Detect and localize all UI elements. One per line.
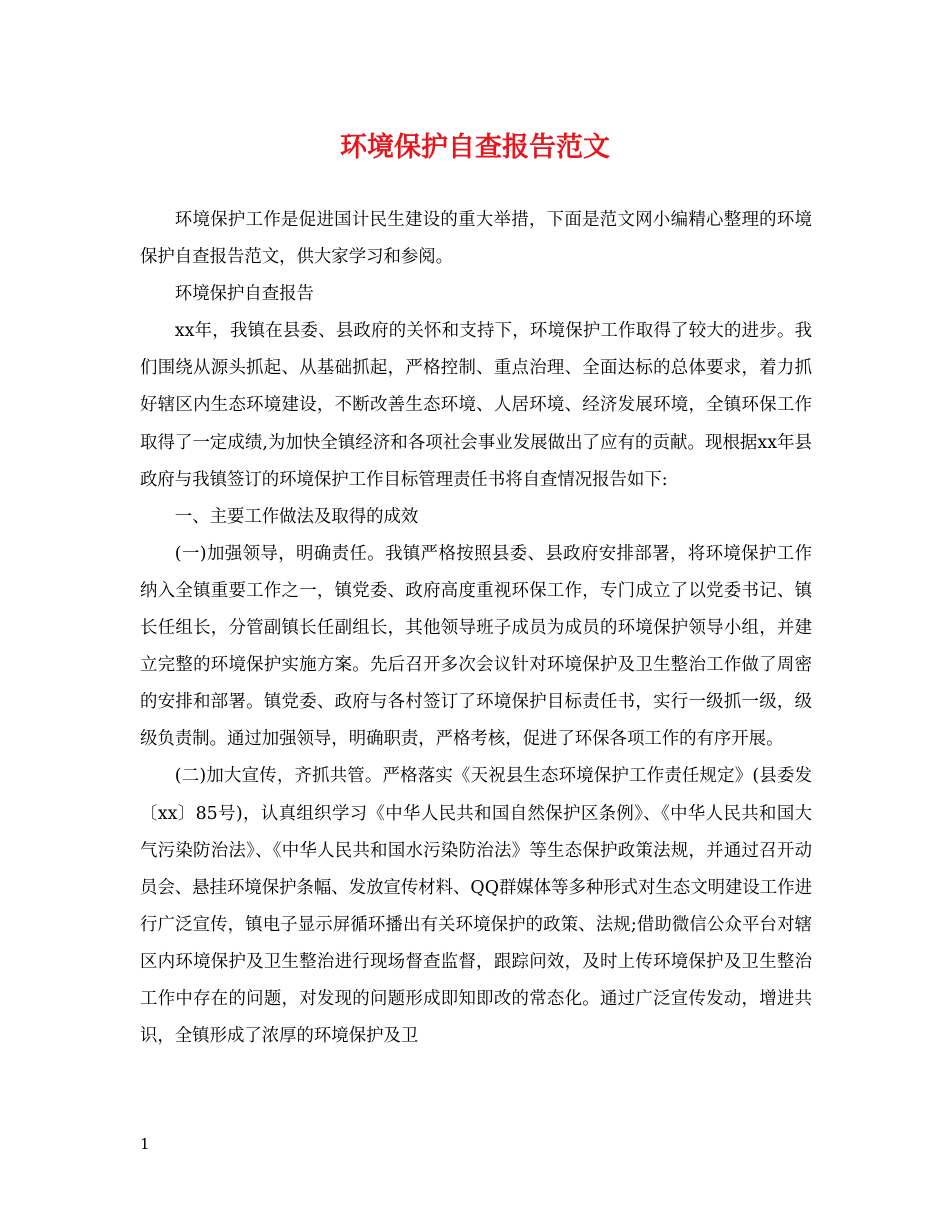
report-heading: 环境保护自查报告 <box>174 284 314 305</box>
overview-paragraph: xx年，我镇在县委、县政府的关怀和支持下，环境保护工作取得了较大的进步。我们围绕从源头抓起、从基础抓起，严格控制、重点治理、全面达标的总体要求，着力抓好辖区内生态环境建设，不断改善生态环境、人居环境、经济发展环境，全镇环保工作取得了一定成绩,为加快全镇经济和各项社会事业发展做出了应有的贡献。现根据xx年县政府与我镇签订的环境保护工作目标管理责任书将自查情况报告如下: <box>140 321 812 490</box>
section-heading: 一、主要工作做法及取得的成效 <box>174 506 419 527</box>
document-body <box>140 202 812 1055</box>
leadership-paragraph: (一)加强领导，明确责任。我镇严格按照县委、县政府安排部署，将环境保护工作纳入全镇重要工作之一，镇党委、政府高度重视环保工作，专门成立了以党委书记、镇长任组长，分管副镇长任副组长，其他领导班子成员为成员的环境保护领导小组，并建立完整的环境保护实施方案。先后召开多次会议针对环境保护及卫生整治工作做了周密的安排和部署。镇党委、政府与各村签订了环境保护目标责任书，实行一级抓一级，级级负责制。通过加强领导，明确职责，严格考核，促进了环保各项工作的有序开展。 <box>140 543 812 750</box>
page-number: 1 <box>140 1135 150 1153</box>
document-title: 环境保护自查报告范文 <box>340 132 610 163</box>
intro-paragraph: 环境保护工作是促进国计民生建设的重大举措，下面是范文网小编精心整理的环境保护自查报告范文，供大家学习和参阅。 <box>140 210 812 268</box>
publicity-paragraph: (二)加大宣传，齐抓共管。严格落实《天祝县生态环境保护工作责任规定》(县委发〔xx〕85号)，认真组织学习《中华人民共和国自然保护区条例》、《中华人民共和国大气污染防治法》、《中华人民共和国水污染防治法》等生态保护政策法规，并通过召开动员会、悬挂环境保护条幅、发放宣传材料、QQ群媒体等多种形式对生态文明建设工作进行广泛宣传，镇电子显示屏循环播出有关环境保护的政策、法规;借助微信公众平台对辖区内环境保护及卫生整治进行现场督查监督，跟踪问效，及时上传环境保护及卫生整治工作中存在的问题，对发现的问题形成即知即改的常态化。通过广泛宣传发动，增进共识，全镇形成了浓厚的环境保护及卫 <box>140 766 812 1047</box>
